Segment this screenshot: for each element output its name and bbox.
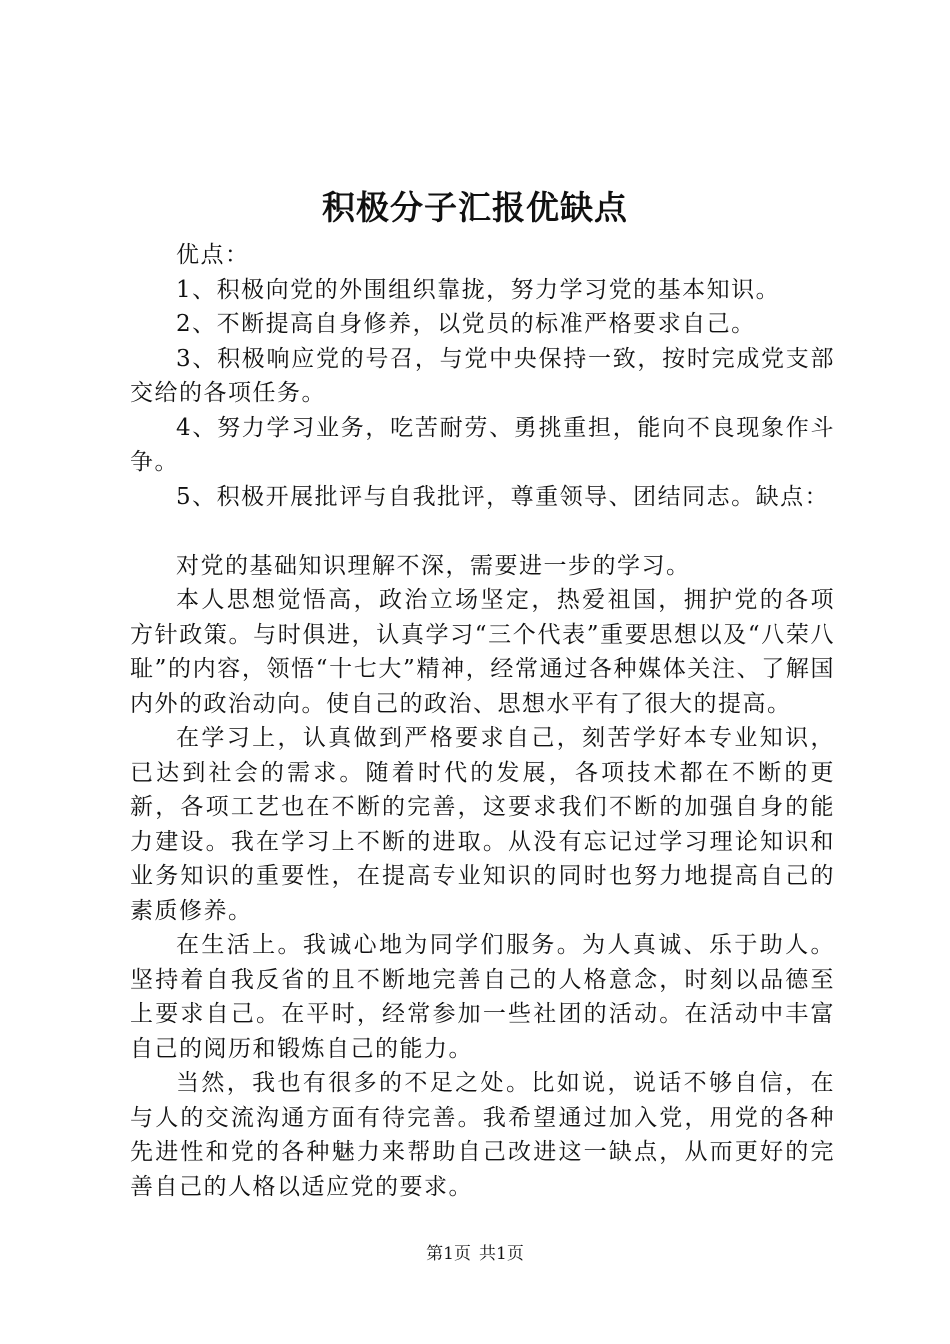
paragraph-strength-5: 5、积极开展批评与自我批评，尊重领导、团结同志。缺点：	[176, 483, 830, 510]
paragraph-life: 在生活上。我诚心地为同学们服务。为人真诚、乐于助人。坚持着自我反省的且不断地完善自己的人格意念，时刻以品德至上要求自己。在平时，经常参加一些社团的活动。在活动中丰富自己的阅历和锻炼自己的能力。	[130, 932, 835, 1062]
document-title: 积极分子汇报优缺点	[322, 188, 628, 227]
paragraph-strength-2: 2、不断提高自身修养，以党员的标准严格要求自己。	[176, 311, 756, 337]
paragraph-strength-1: 1、积极向党的外围组织靠拢，努力学习党的基本知识。	[176, 276, 781, 303]
page-footer	[0, 1242, 950, 1266]
page-total: 共1页	[479, 1244, 524, 1264]
page-number: 第1页	[426, 1244, 471, 1264]
document-body	[130, 238, 835, 1204]
paragraph-strengths-heading: 优点：	[176, 242, 250, 268]
paragraph-strength-4: 4、努力学习业务，吃苦耐劳、勇挑重担，能向不良现象作斗争。	[130, 414, 835, 475]
paragraph-study: 在学习上，认真做到严格要求自己，刻苦学好本专业知识，已达到社会的需求。随着时代的发展，各项技术都在不断的更新，各项工艺也在不断的完善，这要求我们不断的加强自身的能力建设。我在学习上不断的进取。从没有忘记过学习理论知识和业务知识的重要性，在提高专业知识的同时也努力地提高自己的素质修养。	[130, 725, 835, 924]
paragraph-ideology: 本人思想觉悟高，政治立场坚定，热爱祖国，拥护党的各项方针政策。与时俱进，认真学习“三个代表”重要思想以及“八荣八耻”的内容，领悟“十七大”精神，经常通过各种媒体关注、了解国内外的政治动向。使自己的政治、思想水平有了很大的提高。	[130, 587, 835, 717]
paragraph-weakness: 对党的基础知识理解不深，需要进一步的学习。	[176, 552, 691, 579]
paragraph-strength-3: 3、积极响应党的号召，与党中央保持一致，按时完成党支部交给的各项任务。	[130, 345, 835, 406]
paragraph-shortcomings: 当然，我也有很多的不足之处。比如说，说话不够自信，在与人的交流沟通方面有待完善。我希望通过加入党，用党的各种先进性和党的各种魅力来帮助自己改进这一缺点，从而更好的完善自己的人格以适应党的要求。	[130, 1070, 835, 1200]
